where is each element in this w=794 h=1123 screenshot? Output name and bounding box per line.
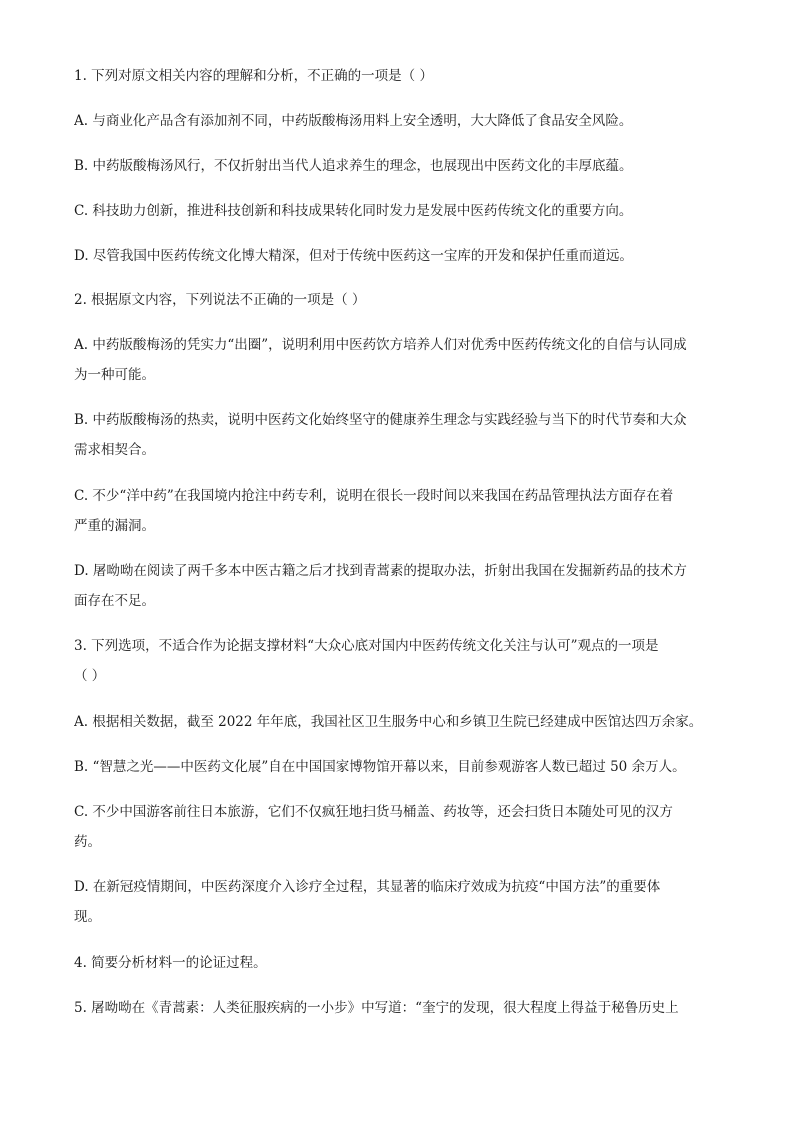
question-2-option-a-cont: 为一种可能。 (74, 367, 155, 383)
question-2-stem: 2. 根据原文内容，下列说法不正确的一项是（ ） (74, 292, 366, 308)
question-3-stem: 3. 下列选项，不适合作为论据支撑材料“大众心底对国内中医药传统文化关注与认可”观点的一项是 (74, 638, 659, 654)
question-1-option-b: B. 中药版酸梅汤风行，不仅折射出当代人追求养生的理念，也展现出中医药文化的丰厚底蕴。 (74, 158, 633, 174)
question-1-stem: 1. 下列对原文相关内容的理解和分析，不正确的一项是（ ） (74, 68, 433, 84)
question-2-option-d: D. 屠呦呦在阅读了两千多本中医古籍之后才找到青蒿素的提取办法，折射出我国在发掘新药品的技术方 (74, 563, 687, 579)
question-4-stem: 4. 简要分析材料一的论证过程。 (74, 955, 267, 971)
question-3-option-d: D. 在新冠疫情期间，中医药深度介入诊疗全过程，其显著的临床疗效成为抗疫“中国方法”的重要体 (74, 879, 661, 895)
question-3-option-c: C. 不少中国游客前往日本旅游，它们不仅疯狂地扫货马桶盖、药妆等，还会扫货日本随处可见的汉方 (74, 804, 673, 820)
question-2-option-c: C. 不少“洋中药”在我国境内抢注中药专利，说明在很长一段时间以来我国在药品管理执法方面存在着 (74, 488, 674, 504)
question-1-option-d: D. 尽管我国中医药传统文化博大精深，但对于传统中医药这一宝库的开发和保护任重而道远。 (74, 248, 633, 264)
question-3-stem-cont: （ ） (74, 668, 106, 684)
question-2-option-c-cont: 严重的漏洞。 (74, 518, 155, 534)
question-3-option-a: A. 根据相关数据，截至 2022 年年底，我国社区卫生服务中心和乡镇卫生院已经建成中医馆达四万余家。 (74, 714, 703, 730)
question-5-stem: 5. 屠呦呦在《青蒿素：人类征服疾病的一小步》中写道：“奎宁的发现，很大程度上得益于秘鲁历史上 (74, 1000, 679, 1016)
question-1-option-a: A. 与商业化产品含有添加剂不同，中药版酸梅汤用料上安全透明，大大降低了食品安全风险。 (74, 113, 633, 129)
question-2-option-a: A. 中药版酸梅汤的凭实力“出圈”，说明利用中医药饮方培养人们对优秀中医药传统文化的自信与认同成 (74, 337, 687, 353)
question-3-option-d-cont: 现。 (74, 909, 101, 925)
question-3-option-c-cont: 药。 (74, 834, 101, 850)
question-1-option-c: C. 科技助力创新，推进科技创新和科技成果转化同时发力是发展中医药传统文化的重要方向。 (74, 203, 633, 219)
question-2-option-b: B. 中药版酸梅汤的热卖，说明中医药文化始终坚守的健康养生理念与实践经验与当下的时代节奏和大众 (74, 412, 687, 428)
question-3-option-b: B. “智慧之光——中医药文化展”自在中国国家博物馆开幕以来，目前参观游客人数已超过 50 余万人。 (74, 759, 686, 775)
question-2-option-d-cont: 面存在不足。 (74, 593, 155, 609)
question-2-option-b-cont: 需求相契合。 (74, 442, 155, 458)
